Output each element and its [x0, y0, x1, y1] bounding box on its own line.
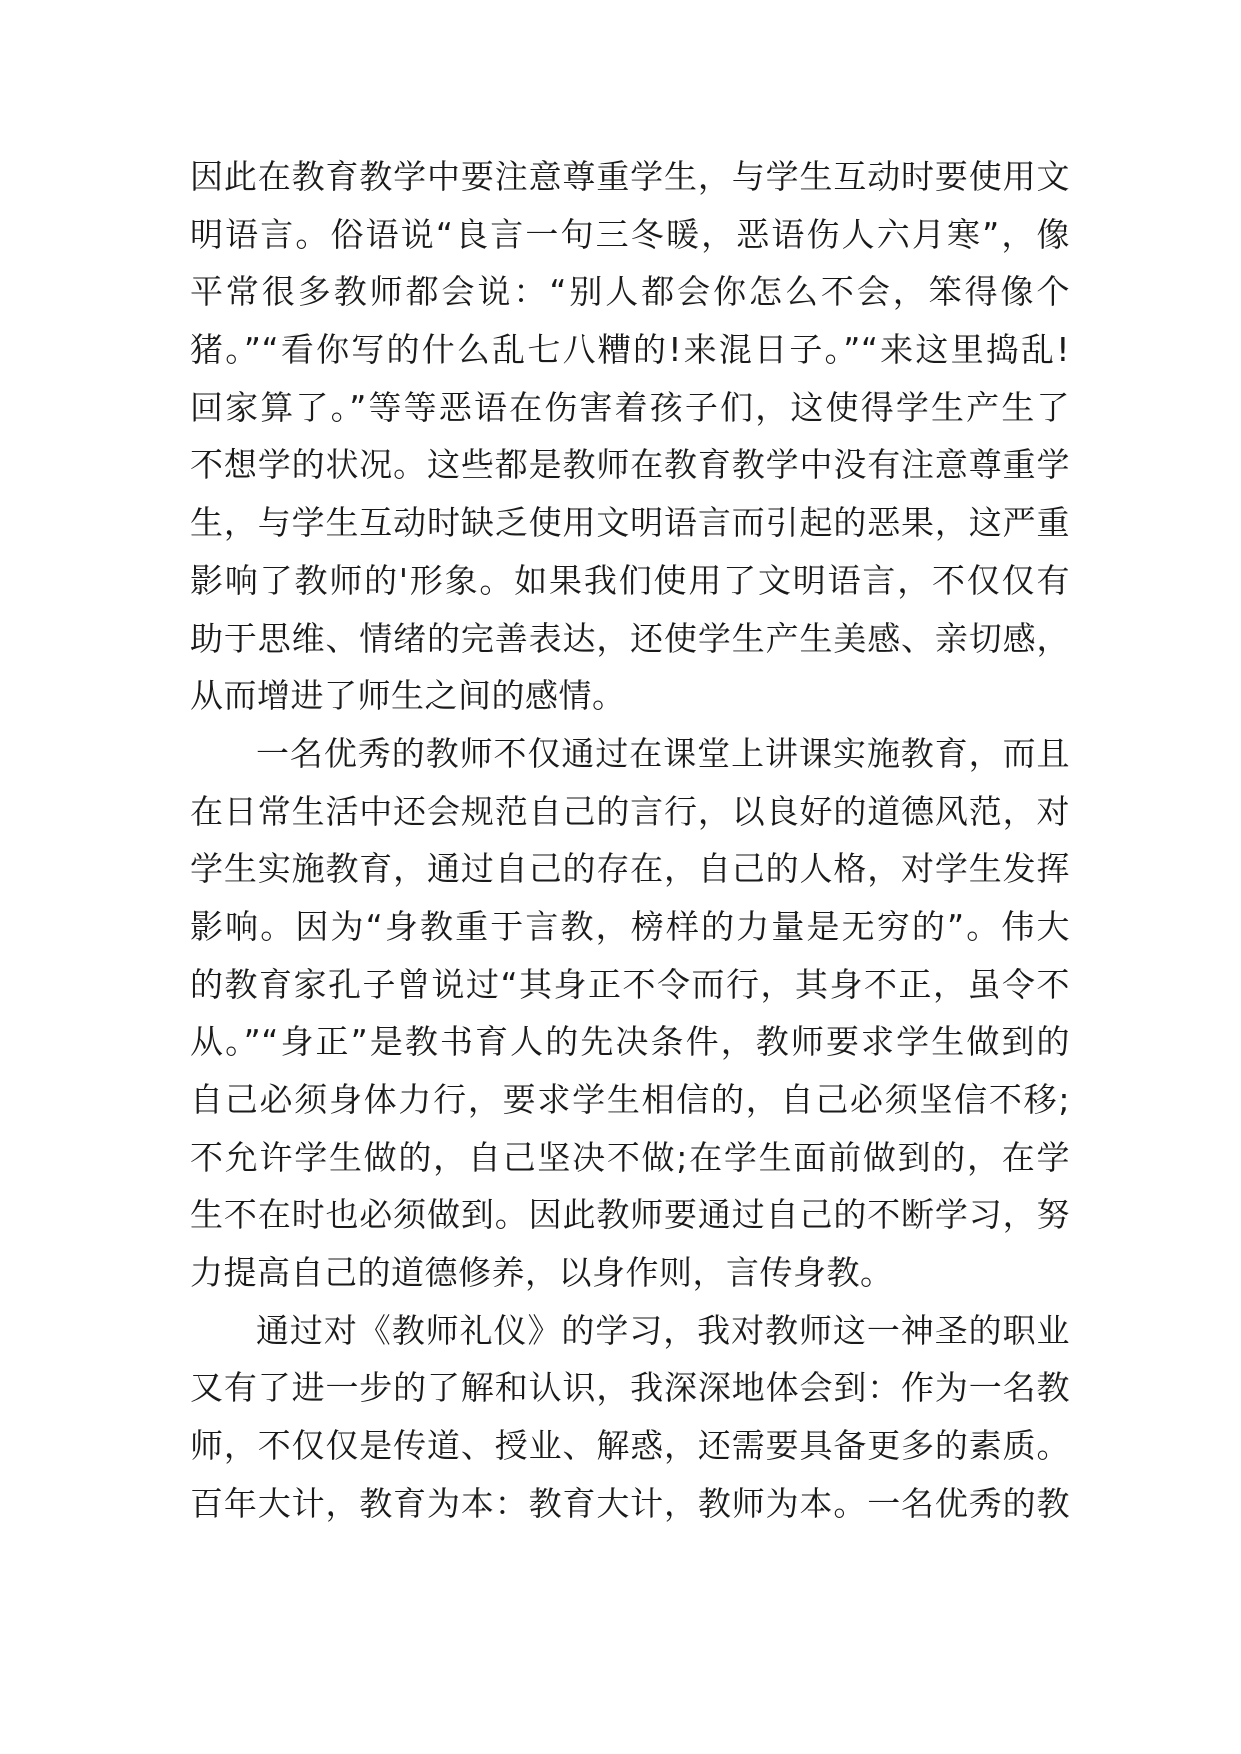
- text-line: 百年大计，教育为本：教育大计，教师为本。一名优秀的教: [190, 1483, 1070, 1523]
- text-line: 师，不仅仅是传道、授业、解惑，还需要具备更多的素质。: [190, 1426, 1070, 1466]
- text-line: 明语言。俗语说“良言一句三冬暖，恶语伤人六月寒”，像: [190, 214, 1070, 254]
- text-line: 不允许学生做的，自己坚决不做;在学生面前做到的，在学: [190, 1137, 1070, 1177]
- text-line: 影响。因为“身教重于言教，榜样的力量是无穷的”。伟大: [190, 906, 1070, 946]
- text-line: 影响了教师的'形象。如果我们使用了文明语言，不仅仅有: [190, 560, 1070, 600]
- text-line: 学生实施教育，通过自己的存在，自己的人格，对学生发挥: [190, 849, 1070, 889]
- text-line: 助于思维、情绪的完善表达，还使学生产生美感、亲切感，: [190, 618, 1070, 658]
- text-line: 平常很多教师都会说：“别人都会你怎么不会，笨得像个: [190, 272, 1070, 312]
- body-text: [190, 148, 1070, 1533]
- text-line: 不想学的状况。这些都是教师在教育教学中没有注意尊重学: [190, 445, 1070, 485]
- text-line: 在日常生活中还会规范自己的言行，以良好的道德风范，对: [190, 791, 1070, 831]
- text-line: 又有了进一步的了解和认识，我深深地体会到：作为一名教: [190, 1368, 1070, 1408]
- text-line: 因此在教育教学中要注意尊重学生，与学生互动时要使用文: [190, 157, 1070, 196]
- text-line: 生不在时也必须做到。因此教师要通过自己的不断学习，努: [190, 1195, 1070, 1235]
- text-line: 自己必须身体力行，要求学生相信的，自己必须坚信不移;: [190, 1080, 1070, 1119]
- text-line: 回家算了。”等等恶语在伤害着孩子们，这使得学生产生了: [190, 387, 1070, 427]
- text-line: 生，与学生互动时缺乏使用文明语言而引起的恶果，这严重: [190, 503, 1070, 543]
- text-line: 从。”“身正”是教书育人的先决条件，教师要求学生做到的: [190, 1022, 1070, 1062]
- text-line: 从而增进了师生之间的感情。: [190, 676, 626, 716]
- text-line: 一名优秀的教师不仅通过在课堂上讲课实施教育，而且: [256, 733, 1070, 773]
- text-line: 通过对《教师礼仪》的学习，我对教师这一神圣的职业: [256, 1310, 1070, 1350]
- text-line: 的教育家孔子曾说过“其身正不令而行，其身不正，虽令不: [190, 964, 1070, 1004]
- text-line: 猪。”“看你写的什么乱七八糟的!来混日子。”“来这里捣乱!: [190, 330, 1070, 370]
- text-line: 力提高自己的道德修养，以身作则，言传身教。: [190, 1253, 894, 1293]
